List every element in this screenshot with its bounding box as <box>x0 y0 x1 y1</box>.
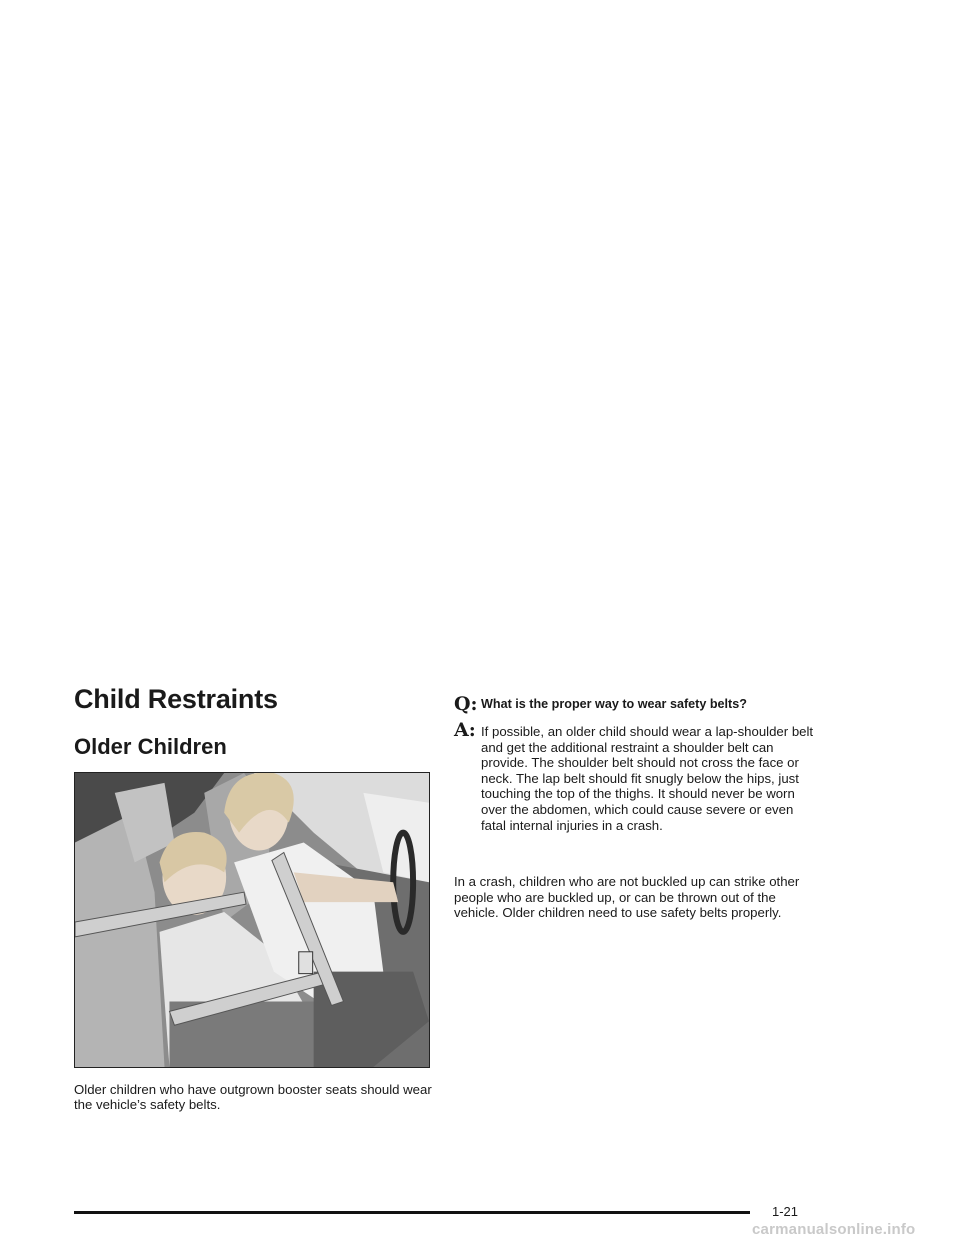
illustration-caption: Older children who have outgrown booster seats should wear the vehicle’s safety belts. <box>74 1082 432 1112</box>
question-text: What is the proper way to wear safety belts? <box>481 697 747 711</box>
answer-marker: A: <box>454 719 476 741</box>
footer-rule <box>74 1211 750 1214</box>
subsection-title: Older Children <box>74 734 227 759</box>
answer-block <box>454 719 814 833</box>
illustration-children-in-seats <box>74 772 430 1068</box>
answer-text: If possible, an older child should wear a lap-shoulder belt and get the additional restraint a shoulder belt can provide. The shoulder belt should not cross the face or neck. The lap belt should fit snugly below the hips, just touching the top of the thighs. It should never be worn over the abdomen, which could cause severe or even fatal internal injuries in a crash. <box>481 724 814 833</box>
question-marker: Q: <box>454 693 478 715</box>
page-number: 1-21 <box>772 1204 799 1219</box>
section-title: Child Restraints <box>74 684 278 714</box>
watermark: carmanualsonline.info <box>752 1221 916 1238</box>
body-paragraph: In a crash, children who are not buckled up can strike other people who are buckled up, or can be thrown out of the vehicle. Older children need to use safety belts properly. <box>454 874 800 921</box>
